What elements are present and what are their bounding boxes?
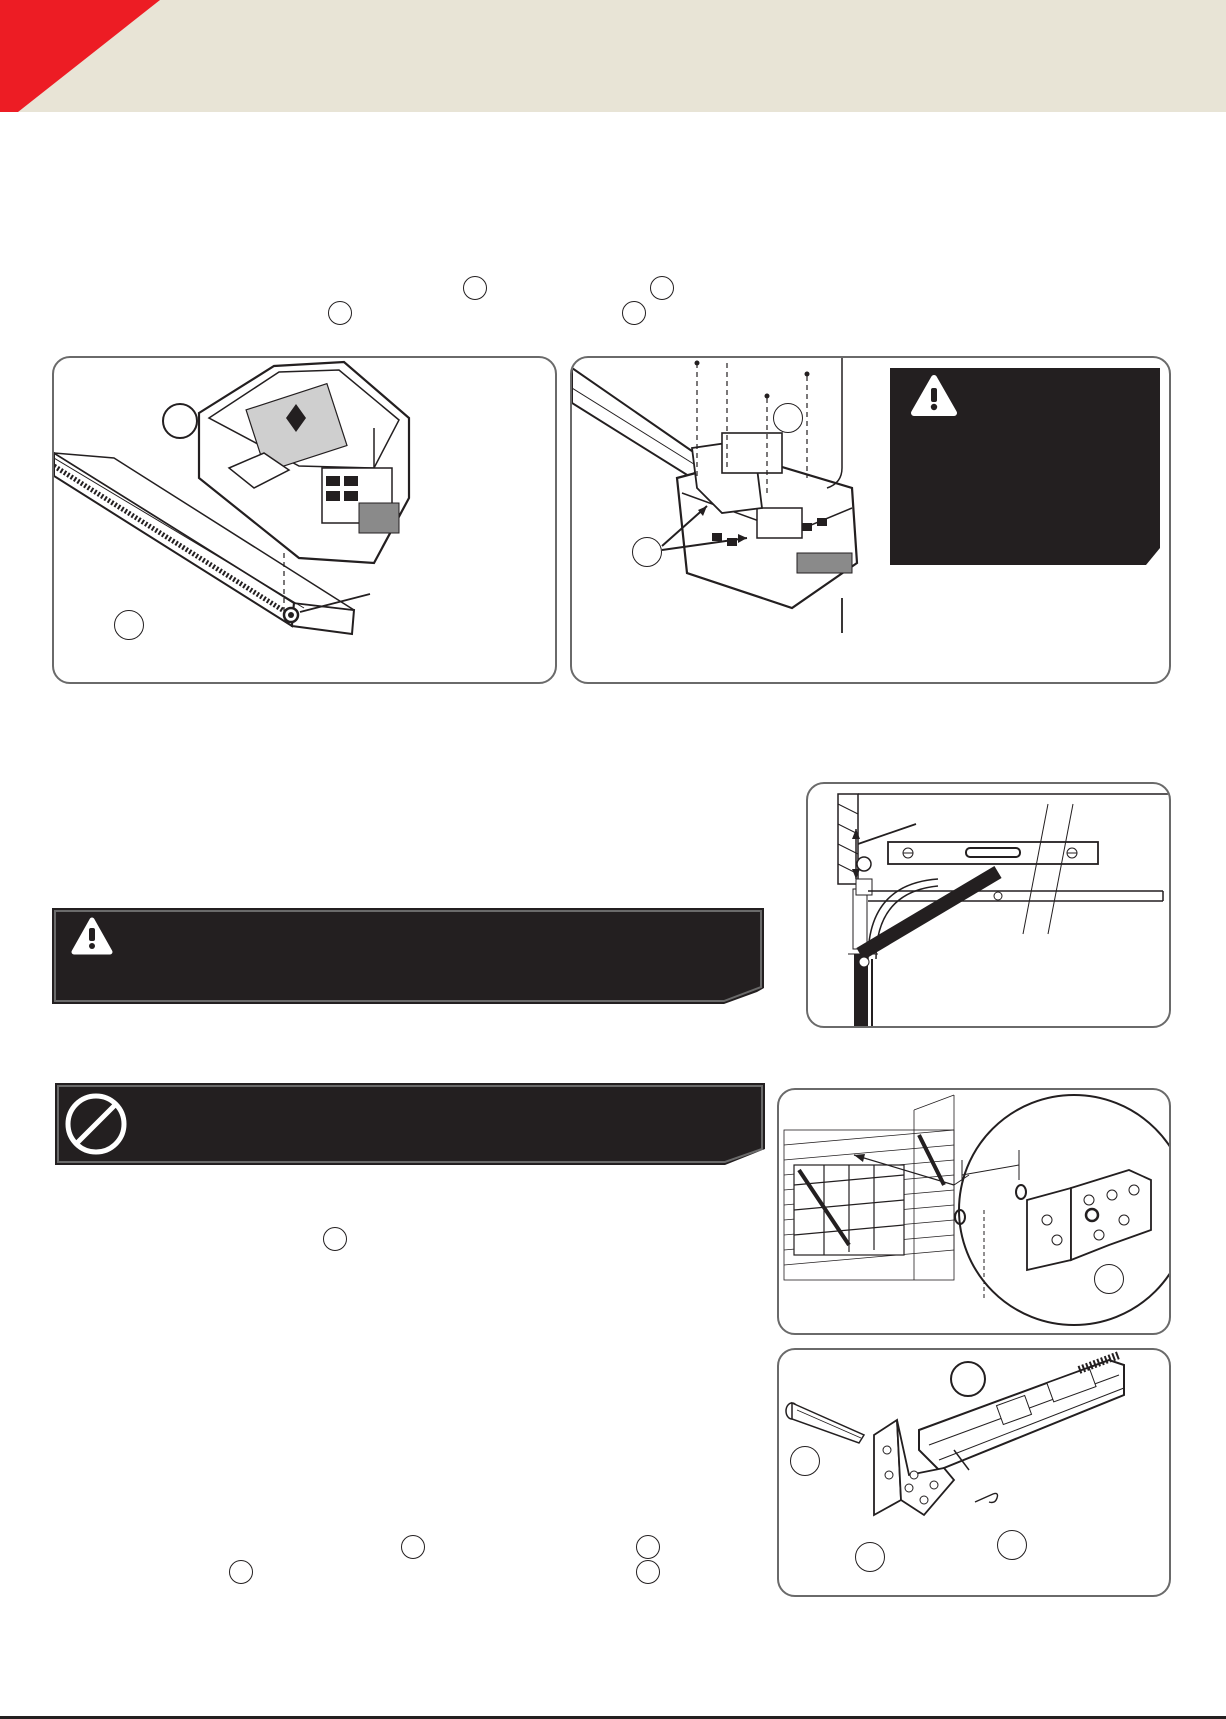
callout-circle [636, 1560, 660, 1584]
callout-circle [323, 1227, 347, 1251]
caution-box [52, 908, 764, 1004]
callout-circle [650, 276, 674, 300]
header-corner-accent [0, 0, 165, 115]
callout-circle [328, 301, 352, 325]
callout-circle [114, 610, 144, 640]
callout-circle [622, 301, 646, 325]
callout-circle [636, 1535, 660, 1559]
prohibition-box [55, 1083, 765, 1165]
callout-circle [773, 403, 803, 433]
figure-door-level-header [806, 782, 1171, 1028]
page-header [0, 0, 1226, 112]
callout-circle [855, 1542, 885, 1572]
callout-circle [162, 403, 198, 439]
callout-circle [632, 537, 662, 567]
callout-circle [401, 1535, 425, 1559]
callout-circle [463, 276, 487, 300]
figure-wall-bracket-mount [777, 1088, 1171, 1335]
warning-box [890, 368, 1160, 568]
callout-circle [229, 1560, 253, 1584]
callout-circle [1094, 1264, 1124, 1294]
callout-circle [997, 1530, 1027, 1560]
callout-circle [950, 1361, 986, 1397]
callout-circle [790, 1446, 820, 1476]
